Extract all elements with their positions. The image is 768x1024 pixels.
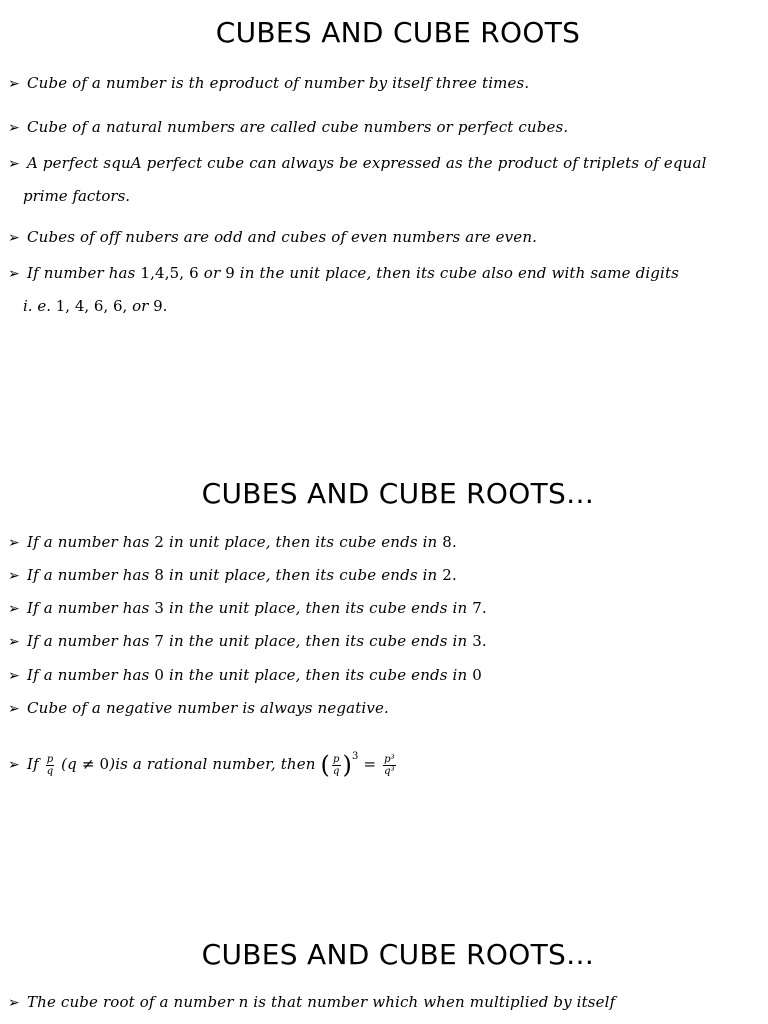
arrow-bullet-icon: ➢ — [8, 266, 20, 282]
ie-or: or — [132, 297, 154, 315]
arrow-bullet-icon: ➢ — [8, 568, 20, 584]
slide1-bullet-4 — [8, 227, 537, 248]
bullet-text-e: in the unit place, then its cube also end with same digits — [234, 264, 680, 282]
arrow-bullet-icon: ➢ — [8, 230, 20, 246]
digit: 3 — [154, 599, 165, 617]
slide2-bullet-4 — [8, 631, 487, 652]
digit: 2. — [442, 566, 457, 584]
text: in the unit place, then its cube ends in — [164, 666, 473, 684]
digit: 3. — [472, 632, 487, 650]
slide2-bullet-3 — [8, 598, 487, 619]
numerator: p — [332, 753, 340, 765]
slide3-bullet-1 — [8, 992, 615, 1013]
slide1-bullet-2 — [8, 117, 568, 138]
numerator-cubed: p³ — [384, 753, 395, 765]
fraction-p-over-q — [46, 754, 55, 777]
bullet-digits: 1,4,5, 6 — [140, 264, 199, 282]
text: in unit place, then its cube ends in — [164, 566, 443, 584]
text: If a number has — [27, 666, 155, 684]
numerator: p — [46, 753, 54, 765]
digit: 0 — [154, 666, 165, 684]
condition-text-b: )is a rational number, then — [109, 755, 321, 773]
bullet-text: The cube root of a number n is that number which when multiplied by itself — [27, 993, 616, 1011]
arrow-bullet-icon: ➢ — [8, 701, 20, 717]
equals-sign: = — [358, 755, 382, 773]
right-paren: ) — [342, 751, 353, 779]
slide2-bullet-6 — [8, 698, 389, 719]
text: If a number has — [27, 599, 155, 617]
arrow-bullet-icon: ➢ — [8, 995, 20, 1011]
fraction-p3-over-q3 — [383, 754, 396, 777]
bullet-text: Cube of a natural numbers are called cube numbers or perfect cubes. — [27, 118, 569, 136]
arrow-bullet-icon: ➢ — [8, 668, 20, 684]
exponent: 3 — [352, 751, 359, 762]
slide1-title: CUBES AND CUBE ROOTS — [215, 16, 581, 49]
slide1-bullet-5 — [8, 263, 679, 284]
digit: 7. — [472, 599, 487, 617]
arrow-bullet-icon: ➢ — [8, 757, 20, 773]
if-text: If — [27, 755, 44, 773]
denominator: q — [46, 765, 54, 777]
arrow-bullet-icon: ➢ — [8, 156, 20, 172]
bullet-text: Cube of a negative number is always negative. — [27, 699, 389, 717]
bullet-text: Cubes of off nubers are odd and cubes of even numbers are even. — [27, 228, 538, 246]
arrow-bullet-icon: ➢ — [8, 634, 20, 650]
text: in the unit place, then its cube ends in — [164, 632, 473, 650]
fraction-p-over-q-paren — [332, 754, 341, 777]
slide2-bullet-2 — [8, 565, 457, 586]
digit: 8 — [154, 566, 165, 584]
slide3-title: CUBES AND CUBE ROOTS… — [201, 938, 595, 971]
denominator-cubed: q³ — [384, 765, 395, 777]
ie-digits: 1, 4, 6, 6, — [55, 297, 133, 315]
text: If a number has — [27, 566, 155, 584]
bullet-digit: 9 — [225, 264, 235, 282]
digit: 7 — [154, 632, 165, 650]
slide2-bullet-5 — [8, 665, 482, 686]
slide1-bullet-3 — [8, 153, 707, 174]
bullet-text: Cube of a number is th eproduct of number by itself three times. — [27, 74, 530, 92]
denominator: q — [332, 765, 340, 777]
digit: 2 — [154, 533, 165, 551]
ie-text: i. e. — [23, 297, 56, 315]
bullet-text-c: or — [198, 264, 226, 282]
ie-last-digit: 9. — [153, 297, 168, 315]
text: in unit place, then its cube ends in — [164, 533, 443, 551]
arrow-bullet-icon: ➢ — [8, 601, 20, 617]
text: If a number has — [27, 533, 155, 551]
bullet-text-a: If number has — [27, 264, 141, 282]
slide2-title: CUBES AND CUBE ROOTS… — [201, 477, 595, 510]
text: in the unit place, then its cube ends in — [164, 599, 473, 617]
zero-digit: 0 — [99, 755, 110, 773]
condition-text: (q ≠ — [56, 755, 100, 773]
slide1-bullet-1 — [8, 73, 529, 94]
text: If a number has — [27, 632, 155, 650]
bullet-text: A perfect squA perfect cube can always be expressed as the product of triplets of equal — [27, 154, 707, 172]
slide1-bullet-5-continuation — [23, 296, 167, 316]
arrow-bullet-icon: ➢ — [8, 76, 20, 92]
digit: 0 — [472, 666, 482, 684]
digit: 8. — [442, 533, 457, 551]
arrow-bullet-icon: ➢ — [8, 535, 20, 551]
slide2-bullet-1 — [8, 532, 457, 553]
arrow-bullet-icon: ➢ — [8, 120, 20, 136]
slide2-bullet-7-formula — [8, 741, 398, 781]
left-paren: ( — [320, 751, 330, 779]
slide1-bullet-3-continuation: prime factors. — [23, 187, 131, 205]
